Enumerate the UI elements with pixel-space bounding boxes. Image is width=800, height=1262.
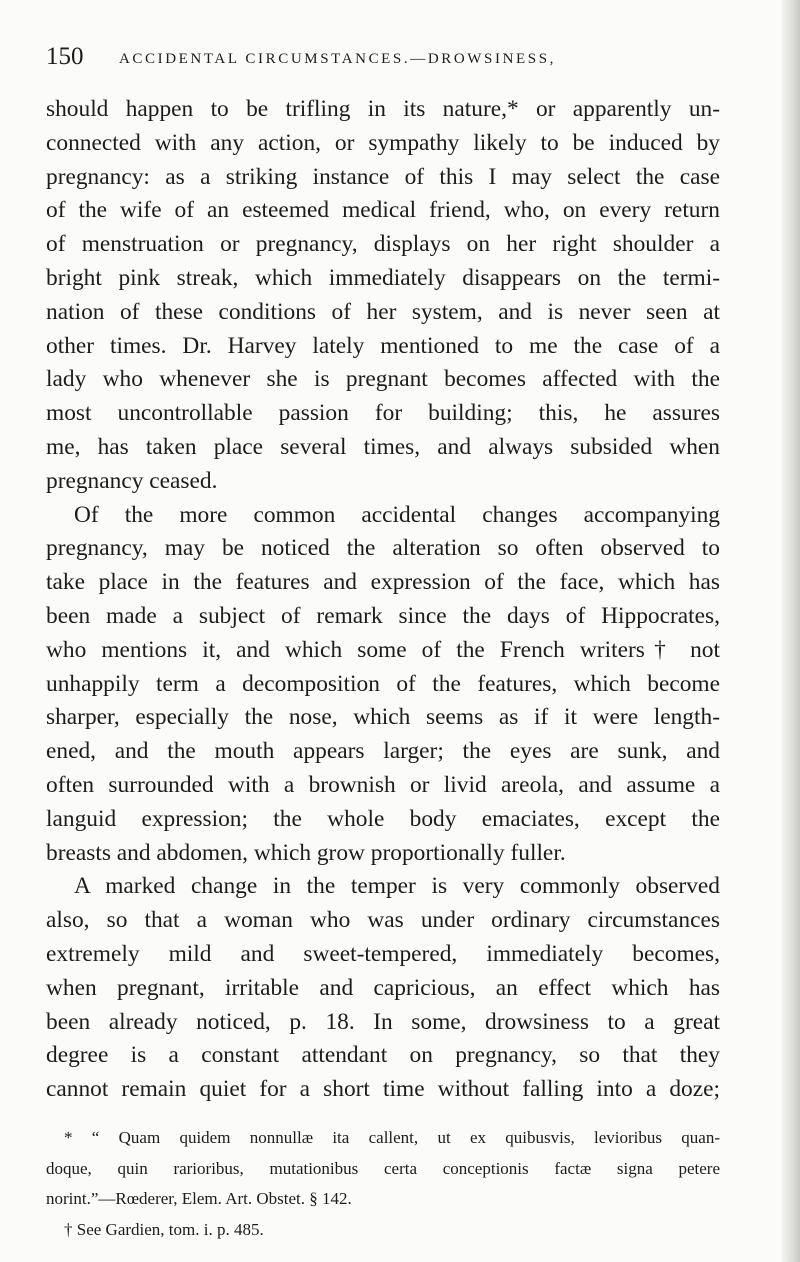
body-line: connected with any action, or sympathy likely to be induced by xyxy=(46,129,720,156)
body-line: breasts and abdomen, which grow proportionally fuller. xyxy=(46,839,566,866)
page-number: 150 xyxy=(46,43,84,70)
body-line: bright pink streak, which immediately disappears on the termi- xyxy=(46,264,720,291)
body-line: who mentions it, and which some of the French writers† not xyxy=(46,636,720,663)
body-line: been already noticed, p. 18. In some, drowsiness to a great xyxy=(46,1008,720,1035)
body-line: of menstruation or pregnancy, displays on her right shoulder a xyxy=(46,231,720,258)
body-line: also, so that a woman who was under ordinary circumstances xyxy=(46,907,720,934)
footnote-line: doque, quin rarioribus, mutationibus certa conceptionis factæ signa petere xyxy=(46,1158,720,1178)
body-line: degree is a constant attendant on pregnancy, so that they xyxy=(46,1042,720,1069)
footnotes xyxy=(46,1123,720,1245)
body-line: often surrounded with a brownish or livid areola, and assume a xyxy=(46,771,720,798)
body-line: unhappily term a decomposition of the features, which become xyxy=(46,670,720,697)
footnote-line: * “ Quam quidem nonnullæ ita callent, ut ex quibusvis, levioribus quan- xyxy=(64,1128,720,1147)
body-line: A marked change in the temper is very commonly observed xyxy=(74,873,720,900)
body-line: other times. Dr. Harvey lately mentioned to me the case of a xyxy=(46,332,720,359)
body-line: cannot remain quiet for a short time without falling into a doze; xyxy=(46,1076,720,1103)
body-line: of the wife of an esteemed medical friend, who, on every return xyxy=(46,197,720,224)
page-edge-shadow xyxy=(782,0,800,1262)
body-line: pregnancy: as a striking instance of this I may select the case xyxy=(46,163,720,190)
body-line: nation of these conditions of her system, and is never seen at xyxy=(46,298,720,325)
page-header xyxy=(46,42,746,78)
body-line: sharper, especially the nose, which seems as if it were length- xyxy=(46,704,720,731)
body-text xyxy=(46,93,720,1107)
footnote-line: norint.”—Rœderer, Elem. Art. Obstet. § 142. xyxy=(46,1189,352,1208)
footnote-line: † See Gardien, tom. i. p. 485. xyxy=(64,1219,264,1239)
body-line: me, has taken place several times, and always subsided when xyxy=(46,433,720,460)
body-line: Of the more common accidental changes accompanying xyxy=(74,501,720,528)
body-line: pregnancy, may be noticed the alteration so often observed to xyxy=(46,535,720,562)
body-line: should happen to be trifling in its nature,* or apparently un- xyxy=(46,96,720,122)
body-line: lady who whenever she is pregnant becomes affected with the xyxy=(46,366,720,393)
body-line: take place in the features and expression of the face, which has xyxy=(46,569,720,596)
body-line: extremely mild and sweet-tempered, immediately becomes, xyxy=(46,940,720,967)
body-line: most uncontrollable passion for building; this, he assures xyxy=(46,400,720,427)
body-line: languid expression; the whole body emaciates, except the xyxy=(46,805,720,832)
body-line: ened, and the mouth appears larger; the eyes are sunk, and xyxy=(46,738,720,765)
running-title: ACCIDENTAL CIRCUMSTANCES.—DROWSINESS, xyxy=(119,51,557,67)
body-line: been made a subject of remark since the days of Hippocrates, xyxy=(46,602,720,629)
body-line: when pregnant, irritable and capricious, an effect which has xyxy=(46,974,720,1001)
body-line: pregnancy ceased. xyxy=(46,467,218,494)
